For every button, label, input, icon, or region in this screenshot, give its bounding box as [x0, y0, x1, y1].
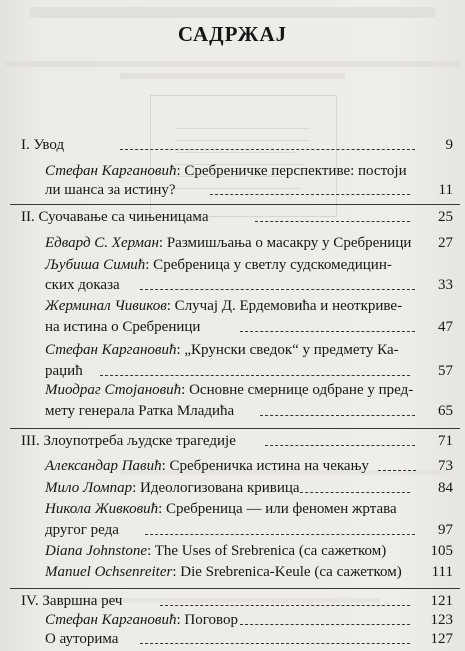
page-number: 47 — [438, 319, 453, 335]
entry-title: : Идеологизована кривица — [132, 480, 300, 496]
dot-leader — [240, 624, 410, 626]
bleed-through-heading — [30, 7, 435, 18]
entry-author: Миодраг Стојановић — [45, 382, 182, 398]
entry-title: : Сребреничке перспективе: постоји — [176, 163, 407, 179]
entry-author: Diana Johnstone — [45, 543, 148, 559]
page-number: 97 — [438, 522, 453, 538]
entry-title: : Сребреница у светлу судскомедицин- — [145, 257, 392, 273]
bleed-through-line — [120, 73, 345, 79]
page-number: 11 — [438, 182, 453, 198]
entry-title: : Поговор — [176, 612, 238, 628]
dot-leader — [255, 221, 410, 223]
page-number: 57 — [438, 363, 453, 379]
page-number: 73 — [438, 458, 453, 474]
page-number: 84 — [438, 480, 453, 496]
page-number: 123 — [430, 612, 453, 628]
dot-leader — [210, 194, 410, 196]
entry-title: : The Uses of Srebrenica (са сажетком) — [147, 543, 387, 559]
entry-author: Александар Павић — [45, 458, 162, 474]
bleed-through-line — [5, 61, 460, 67]
entry-title-continued: на истина о Сребреници — [45, 319, 201, 335]
entry-title: : Сребреница — или феномен жртава — [158, 501, 397, 517]
entry-title: : „Крунски сведок“ у предмету Ка- — [176, 342, 399, 358]
dot-leader — [120, 149, 415, 151]
page-number: 127 — [430, 631, 453, 647]
bleed-through-line — [175, 140, 310, 141]
page-number: 111 — [431, 564, 453, 580]
entry-author: Едвард С. Херман — [45, 235, 159, 251]
dot-leader — [378, 470, 416, 472]
entry-author: Manuel Ochsenreiter — [45, 564, 173, 580]
bleed-through-line — [175, 128, 310, 129]
bleed-through-line — [175, 152, 295, 153]
page-number: 71 — [438, 433, 453, 449]
toc-section-label: I. Увод — [21, 137, 65, 153]
dot-leader — [140, 643, 410, 645]
bleed-through-frame — [150, 95, 337, 217]
entry-title-continued: мету генерала Ратка Младића — [45, 403, 235, 419]
page-number: 25 — [438, 209, 453, 225]
dot-leader — [140, 289, 415, 291]
entry-author: Стефан Каргановић — [45, 342, 177, 358]
toc-entry-label: О ауторима — [45, 631, 119, 647]
entry-title-continued: ли шанса за истину? — [45, 182, 176, 198]
dot-leader — [160, 605, 410, 607]
dot-leader — [100, 375, 410, 377]
entry-author: Стефан Каргановић — [45, 612, 177, 628]
entry-title: : Размишљања о масакру у Сребреници — [158, 235, 412, 251]
entry-title-continued: ских доказа — [45, 277, 120, 293]
section-divider — [10, 204, 460, 205]
page-number: 9 — [445, 137, 453, 153]
entry-title-continued: другог реда — [45, 522, 119, 538]
entry-author: Стефан Каргановић — [45, 163, 177, 179]
entry-author: Жерминал Чивиков — [45, 298, 167, 314]
page-number: 121 — [430, 593, 453, 609]
page-number: 65 — [438, 403, 453, 419]
page-number: 33 — [438, 277, 453, 293]
entry-title: : Сребреничка истина на чекању — [161, 458, 369, 474]
entry-author: Мило Ломпар — [45, 480, 133, 496]
page-number: 27 — [438, 235, 453, 251]
entry-author: Љубиша Симић — [45, 257, 146, 273]
toc-section-label: III. Злоупотреба људске трагедије — [21, 433, 236, 449]
dot-leader — [260, 415, 415, 417]
entry-title: : Die Srebrenica-Keule (са сажетком) — [172, 564, 402, 580]
page-number: 105 — [430, 543, 453, 559]
dot-leader — [300, 492, 410, 494]
page-title: САДРЖАЈ — [177, 22, 288, 46]
entry-title: : Случај Д. Ердемовића и неоткриве- — [166, 298, 403, 314]
dot-leader — [145, 534, 415, 536]
section-divider — [10, 428, 460, 429]
toc-section-label: IV. Завршна реч — [21, 593, 123, 609]
entry-title: : Основне смернице одбране у пред- — [181, 382, 414, 398]
dot-leader — [265, 445, 415, 447]
entry-author: Никола Живковић — [45, 501, 159, 517]
entry-title-continued: раџић — [45, 363, 83, 379]
dot-leader — [240, 331, 415, 333]
bleed-through-line — [175, 188, 300, 189]
toc-section-label: II. Суочавање са чињеницама — [21, 209, 209, 225]
section-divider — [10, 588, 460, 589]
